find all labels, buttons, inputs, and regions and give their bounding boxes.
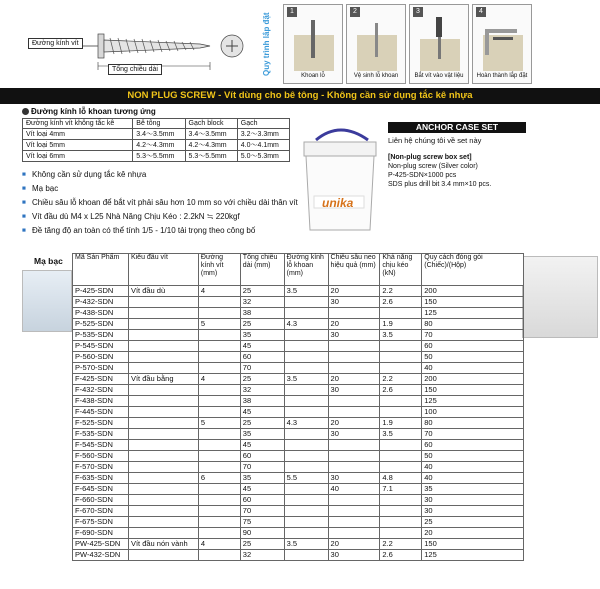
cell-dia — [198, 385, 240, 396]
cell-tensile — [380, 308, 422, 319]
cell-code: P-432-SDN — [73, 297, 129, 308]
cell-head: Vít đầu bằng — [128, 374, 198, 385]
table-row — [73, 528, 524, 539]
cell-len: 32 — [240, 550, 284, 561]
cell: 5.0〜5.3mm — [237, 151, 289, 162]
finish-label: Mạ bạc — [34, 256, 63, 266]
cell-pack: 50 — [422, 352, 524, 363]
cell-tensile — [380, 517, 422, 528]
cell-dia — [198, 462, 240, 473]
cell-hole — [284, 462, 328, 473]
cell-tensile — [380, 451, 422, 462]
table-row — [73, 374, 524, 385]
product-title: NON PLUG SCREW - Vít dùng cho bê tông - Không cần sử dụng tắc kê nhựa — [0, 88, 600, 104]
cell-tensile: 7.1 — [380, 484, 422, 495]
cell-tensile — [380, 462, 422, 473]
feature-list — [22, 170, 312, 240]
cell-hole: 4.3 — [284, 418, 328, 429]
cell-dia — [198, 440, 240, 451]
table-row — [73, 517, 524, 528]
cell-dia — [198, 495, 240, 506]
cell: 5.3〜5.5mm — [185, 151, 237, 162]
cell-len: 35 — [240, 473, 284, 484]
cell-depth — [328, 495, 380, 506]
cell-dia — [198, 407, 240, 418]
cell: 4.2〜4.3mm — [185, 140, 237, 151]
cell: Vít loại 5mm — [23, 140, 133, 151]
cell-dia: 5 — [198, 319, 240, 330]
cell-len: 70 — [240, 363, 284, 374]
cell-code: F-635-SDN — [73, 473, 129, 484]
cell-head — [128, 352, 198, 363]
cell-head — [128, 330, 198, 341]
product-spec-table — [72, 253, 524, 561]
cell-dia — [198, 506, 240, 517]
cell-depth — [328, 440, 380, 451]
cell: Vít loại 6mm — [23, 151, 133, 162]
cell-pack: 200 — [422, 286, 524, 297]
cell-head — [128, 308, 198, 319]
cell-head — [128, 550, 198, 561]
cell-tensile — [380, 506, 422, 517]
cell-tensile — [380, 440, 422, 451]
cell-dia — [198, 429, 240, 440]
cell-hole — [284, 429, 328, 440]
cell-depth — [328, 407, 380, 418]
cell-pack: 150 — [422, 539, 524, 550]
cell-code: P-545-SDN — [73, 341, 129, 352]
anchor-case-bucket-image — [298, 126, 382, 234]
header-cell: Tổng chiều dài (mm) — [240, 254, 284, 286]
cell-hole — [284, 396, 328, 407]
cell-head — [128, 396, 198, 407]
cell-len: 38 — [240, 308, 284, 319]
cell-depth — [328, 517, 380, 528]
cell-code: F-670-SDN — [73, 506, 129, 517]
cell: 3.4〜3.5mm — [185, 129, 237, 140]
table-row — [73, 363, 524, 374]
table-row — [73, 286, 524, 297]
cell-head — [128, 528, 198, 539]
cell-dia — [198, 517, 240, 528]
cell-dia: 6 — [198, 473, 240, 484]
cell-head: Vít đầu dù — [128, 286, 198, 297]
cell-len: 75 — [240, 517, 284, 528]
cell-pack: 20 — [422, 528, 524, 539]
cell-len: 45 — [240, 407, 284, 418]
list-item: ■ Chiều sâu lỗ khoan để bắt vít phải sâu hơn 10 mm so với chiều dài thân vít — [22, 198, 312, 208]
cell-hole — [284, 341, 328, 352]
cell-head — [128, 407, 198, 418]
cell-depth: 40 — [328, 484, 380, 495]
length-label: Tổng chiều dài — [108, 64, 162, 75]
table-row — [73, 539, 524, 550]
cell-len: 25 — [240, 319, 284, 330]
cell-code: P-535-SDN — [73, 330, 129, 341]
cell-hole — [284, 297, 328, 308]
cell-tensile: 2.2 — [380, 286, 422, 297]
cell-len: 60 — [240, 352, 284, 363]
cell-head — [128, 517, 198, 528]
cell-code: P-425-SDN — [73, 286, 129, 297]
cell-dia: 5 — [198, 418, 240, 429]
cell-hole — [284, 407, 328, 418]
cell-pack: 200 — [422, 374, 524, 385]
cell-code: F-438-SDN — [73, 396, 129, 407]
cell-len: 25 — [240, 539, 284, 550]
cell-code: PW-425-SDN — [73, 539, 129, 550]
table-row — [73, 385, 524, 396]
cell-depth — [328, 352, 380, 363]
cell-tensile — [380, 396, 422, 407]
cell-dia — [198, 484, 240, 495]
cell-dia — [198, 297, 240, 308]
cell-head — [128, 451, 198, 462]
screw-box-image — [522, 256, 598, 338]
table-row — [73, 495, 524, 506]
cell-tensile: 2.2 — [380, 539, 422, 550]
cell-depth — [328, 462, 380, 473]
step-caption: Vệ sinh lỗ khoan — [353, 73, 399, 79]
cell-code: F-545-SDN — [73, 440, 129, 451]
cell-depth — [328, 363, 380, 374]
box-set-line: P-425-SDN×1000 pcs — [388, 172, 457, 179]
cell-tensile — [380, 341, 422, 352]
cell-dia — [198, 363, 240, 374]
table-row — [23, 151, 290, 162]
cell-code: F-660-SDN — [73, 495, 129, 506]
cell-dia: 4 — [198, 539, 240, 550]
cell-hole — [284, 385, 328, 396]
cell-pack: 50 — [422, 451, 524, 462]
cell-tensile — [380, 407, 422, 418]
cell-hole — [284, 506, 328, 517]
cell-dia — [198, 528, 240, 539]
cell-head — [128, 484, 198, 495]
step-number: 4 — [476, 7, 486, 17]
cell-code: PW-432-SDN — [73, 550, 129, 561]
header-cell: Đường kính vít (mm) — [198, 254, 240, 286]
cell-depth: 20 — [328, 539, 380, 550]
cell-depth: 20 — [328, 286, 380, 297]
list-item: ■ Vít đầu dù M4 x L25 Nhà Năng Chịu Kéo : 2.2kN ≒ 220kgf — [22, 212, 312, 222]
cell-code: P-570-SDN — [73, 363, 129, 374]
bullet-dot-icon — [22, 108, 29, 115]
header-cell: Chiều sâu neo hiệu quả (mm) — [328, 254, 380, 286]
cell-pack: 150 — [422, 297, 524, 308]
cell-pack: 80 — [422, 418, 524, 429]
cell-pack: 25 — [422, 517, 524, 528]
cell-len: 60 — [240, 451, 284, 462]
header-cell: Khả năng chịu kéo (kN) — [380, 254, 422, 286]
table-row — [73, 330, 524, 341]
cell-code: P-560-SDN — [73, 352, 129, 363]
drill-heading — [22, 107, 156, 116]
cell-tensile: 1.9 — [380, 319, 422, 330]
cell-hole — [284, 550, 328, 561]
cell-head — [128, 473, 198, 484]
header-cell: Gạch — [237, 119, 289, 129]
cell-code: P-438-SDN — [73, 308, 129, 319]
cell-pack: 30 — [422, 495, 524, 506]
table-row — [73, 451, 524, 462]
cell-dia — [198, 451, 240, 462]
cell-code: P-525-SDN — [73, 319, 129, 330]
cell-tensile: 1.9 — [380, 418, 422, 429]
cell-head — [128, 297, 198, 308]
cell-hole — [284, 528, 328, 539]
header-cell: Mã Sản Phẩm — [73, 254, 129, 286]
process-title: Quy trình lắp đặt — [262, 12, 271, 76]
clean-hole-icon — [347, 15, 405, 75]
cell-pack: 125 — [422, 396, 524, 407]
cell-code: F-445-SDN — [73, 407, 129, 418]
process-step-4 — [472, 4, 532, 84]
cell-len: 35 — [240, 330, 284, 341]
drill-hole-icon — [284, 15, 342, 75]
cell-hole — [284, 308, 328, 319]
cell-len: 25 — [240, 286, 284, 297]
process-step-2 — [346, 4, 406, 84]
cell-hole — [284, 363, 328, 374]
cell-tensile: 4.8 — [380, 473, 422, 484]
drill-size-table — [22, 118, 290, 162]
cell-pack: 40 — [422, 462, 524, 473]
cell-code: F-432-SDN — [73, 385, 129, 396]
cell-tensile: 3.5 — [380, 330, 422, 341]
cell-len: 25 — [240, 418, 284, 429]
cell: 3.4〜3.5mm — [133, 129, 185, 140]
cell-dia — [198, 341, 240, 352]
cell-hole — [284, 451, 328, 462]
cell-head — [128, 495, 198, 506]
cell-len: 25 — [240, 374, 284, 385]
cell-pack: 60 — [422, 341, 524, 352]
table-row — [73, 407, 524, 418]
cell-code: F-645-SDN — [73, 484, 129, 495]
cell-len: 32 — [240, 297, 284, 308]
header-cell: Bê tông — [133, 119, 185, 129]
cell-hole — [284, 517, 328, 528]
box-set-heading: [Non-plug screw box set] — [388, 154, 472, 161]
table-row — [73, 429, 524, 440]
cell-depth — [328, 451, 380, 462]
step-caption: Hoàn thành lắp đặt — [476, 73, 528, 79]
cell-code: F-535-SDN — [73, 429, 129, 440]
table-row — [73, 352, 524, 363]
step-caption: Khoan lỗ — [301, 73, 325, 79]
cell-pack: 80 — [422, 319, 524, 330]
cell-depth — [328, 528, 380, 539]
list-item: ■ Không cần sử dụng tắc kê nhựa — [22, 170, 312, 180]
cell-pack: 125 — [422, 308, 524, 319]
cell-head — [128, 385, 198, 396]
cell-head: Vít đầu nón vành — [128, 539, 198, 550]
cell-len: 45 — [240, 484, 284, 495]
table-row — [23, 140, 290, 151]
table-row — [73, 297, 524, 308]
cell-pack: 35 — [422, 484, 524, 495]
cell-depth — [328, 308, 380, 319]
table-row — [73, 550, 524, 561]
cell-len: 90 — [240, 528, 284, 539]
cell-code: F-525-SDN — [73, 418, 129, 429]
cell-dia: 4 — [198, 374, 240, 385]
table-row — [73, 473, 524, 484]
header-cell: Đường kính lỗ khoan (mm) — [284, 254, 328, 286]
cell-depth: 30 — [328, 297, 380, 308]
table-row — [23, 129, 290, 140]
cell-depth: 30 — [328, 429, 380, 440]
box-set-line: Non-plug screw (Silver color) — [388, 163, 478, 170]
header-cell: Kiểu đầu vít — [128, 254, 198, 286]
cell-len: 38 — [240, 396, 284, 407]
screw-pack-image — [22, 270, 72, 332]
cell-depth: 20 — [328, 374, 380, 385]
cell-hole: 4.3 — [284, 319, 328, 330]
cell-code: F-690-SDN — [73, 528, 129, 539]
cell-pack: 70 — [422, 429, 524, 440]
cell-len: 45 — [240, 341, 284, 352]
cell-hole: 3.5 — [284, 286, 328, 297]
cell-hole: 3.5 — [284, 374, 328, 385]
cell-hole — [284, 495, 328, 506]
table-row — [73, 484, 524, 495]
header-cell: Đường kính vít không tắc kê — [23, 119, 133, 129]
cell-pack: 70 — [422, 330, 524, 341]
cell-len: 60 — [240, 495, 284, 506]
cell-depth — [328, 396, 380, 407]
cell-len: 32 — [240, 385, 284, 396]
installed-bracket-icon — [473, 15, 531, 75]
cell-dia — [198, 330, 240, 341]
anchor-case-subtitle: Liên hệ chúng tôi về set này — [388, 136, 482, 145]
cell-depth: 30 — [328, 385, 380, 396]
cell-pack: 40 — [422, 363, 524, 374]
cell-hole — [284, 440, 328, 451]
cell-len: 70 — [240, 462, 284, 473]
table-row — [73, 418, 524, 429]
table-row — [73, 506, 524, 517]
list-item: ■ Đề tăng độ an toàn có thể tính 1/5 - 1/10 tải trọng theo công bố — [22, 226, 312, 236]
header-cell: Gạch block — [185, 119, 237, 129]
cell-tensile — [380, 528, 422, 539]
cell-head — [128, 440, 198, 451]
cell: 5.3〜5.5mm — [133, 151, 185, 162]
box-set-description — [388, 153, 538, 189]
step-caption: Bắt vít vào vật liệu — [414, 73, 464, 79]
fasten-screw-icon — [410, 15, 468, 75]
cell-tensile: 2.6 — [380, 297, 422, 308]
table-row — [73, 308, 524, 319]
cell-dia — [198, 396, 240, 407]
cell-depth: 30 — [328, 550, 380, 561]
cell-dia: 4 — [198, 286, 240, 297]
table-row — [73, 319, 524, 330]
cell-head — [128, 341, 198, 352]
cell-len: 35 — [240, 429, 284, 440]
cell-head — [128, 429, 198, 440]
cell-depth — [328, 506, 380, 517]
cell-hole: 5.5 — [284, 473, 328, 484]
list-item: ■ Mạ bạc — [22, 184, 312, 194]
cell-hole — [284, 330, 328, 341]
cell: 3.2〜3.3mm — [237, 129, 289, 140]
table-header — [73, 254, 524, 286]
cell-code: F-570-SDN — [73, 462, 129, 473]
cell-tensile — [380, 363, 422, 374]
cell-depth: 20 — [328, 319, 380, 330]
process-step-1 — [283, 4, 343, 84]
cell-tensile: 3.5 — [380, 429, 422, 440]
diameter-label: Đường kính vít — [28, 38, 83, 49]
cell-depth: 20 — [328, 418, 380, 429]
cell-tensile — [380, 352, 422, 363]
cell-tensile: 2.6 — [380, 550, 422, 561]
cell: Vít loại 4mm — [23, 129, 133, 140]
cell-pack: 100 — [422, 407, 524, 418]
cell-pack: 40 — [422, 473, 524, 484]
cell-depth: 30 — [328, 473, 380, 484]
cell-head — [128, 506, 198, 517]
step-number: 3 — [413, 7, 423, 17]
cell-len: 45 — [240, 440, 284, 451]
step-number: 1 — [287, 7, 297, 17]
table-header — [23, 119, 290, 129]
process-step-3 — [409, 4, 469, 84]
brand-logo: unika — [322, 196, 354, 210]
cell: 4.0〜4.1mm — [237, 140, 289, 151]
cell-tensile: 2.6 — [380, 385, 422, 396]
cell-dia — [198, 352, 240, 363]
cell-pack: 150 — [422, 385, 524, 396]
cell-code: F-675-SDN — [73, 517, 129, 528]
table-row — [73, 462, 524, 473]
cell-dia — [198, 550, 240, 561]
screw-dimension-diagram — [20, 4, 270, 84]
step-number: 2 — [350, 7, 360, 17]
box-set-line: SDS plus drill bit 3.4 mm×10 pcs. — [388, 181, 492, 188]
cell-depth: 30 — [328, 330, 380, 341]
cell-tensile: 2.2 — [380, 374, 422, 385]
table-row — [73, 396, 524, 407]
cell-hole — [284, 484, 328, 495]
cell-pack: 60 — [422, 440, 524, 451]
cell-head — [128, 319, 198, 330]
cell-pack: 30 — [422, 506, 524, 517]
drill-heading-text: Đường kính lỗ khoan tương ứng — [31, 107, 156, 116]
cell-dia — [198, 308, 240, 319]
cell-code: F-425-SDN — [73, 374, 129, 385]
cell-hole — [284, 352, 328, 363]
cell-code: F-560-SDN — [73, 451, 129, 462]
cell-tensile — [380, 495, 422, 506]
cell-len: 70 — [240, 506, 284, 517]
cell-head — [128, 418, 198, 429]
anchor-case-title: ANCHOR CASE SET — [388, 122, 526, 133]
cell-hole: 3.5 — [284, 539, 328, 550]
cell-head — [128, 462, 198, 473]
table-row — [73, 341, 524, 352]
cell-depth — [328, 341, 380, 352]
table-row — [73, 440, 524, 451]
cell-pack: 125 — [422, 550, 524, 561]
header-cell: Quy cách đóng gói (Chiếc)/(Hộp) — [422, 254, 524, 286]
cell-head — [128, 363, 198, 374]
cell: 4.2〜4.3mm — [133, 140, 185, 151]
